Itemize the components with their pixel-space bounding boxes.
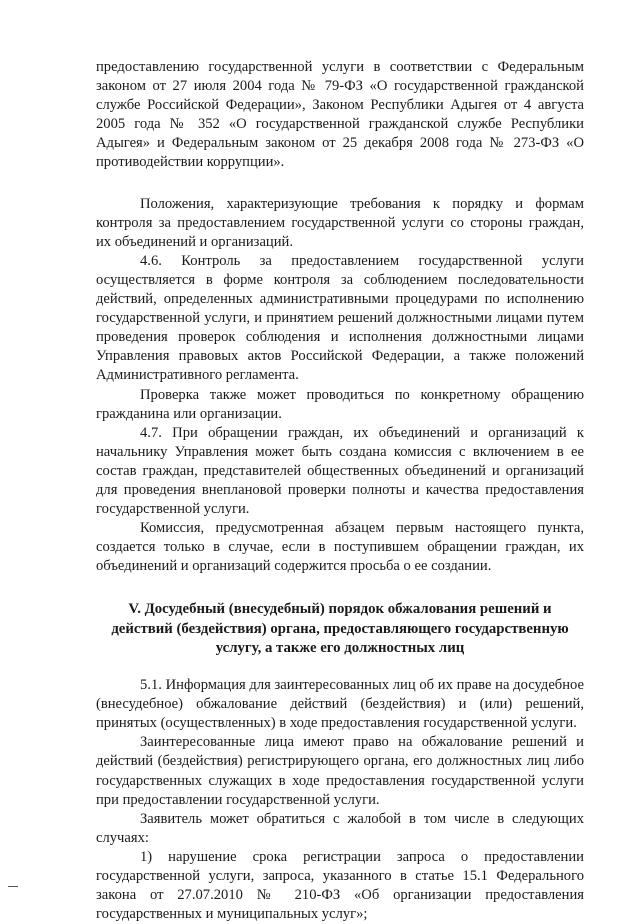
list-item-1: 1) нарушение срока регистрации запроса о предоставлении государственной услуги, запроса, указанного в статье 15.1 Федерального закона от 27.07.2010 № 210-ФЗ «Об организации предоставления государственных и муниципальных услуг»; xyxy=(96,848,584,923)
paragraph-4-6: 4.6. Контроль за предоставлением государственной услуги осуществляется в форме контроля за соблюдением последовательности действий, определенных административными процедурами по исполнению государственной услуги, и принятием решений должностными лицами путем проведения проверок соблюдения и исполнения должностными лицами Управления правовых актов Российской Федерации, а также положений Административного регламента. xyxy=(96,252,584,384)
paragraph-4-7: 4.7. При обращении граждан, их объединений и организаций к начальнику Управления может быть создана комиссия с включением в ее состав граждан, представителей общественных объединений и организаций для проведения внеплановой проверки полноты и качества предоставления государственной услуги. xyxy=(96,424,584,518)
paragraph-intro: предоставлению государственной услуги в соответствии с Федеральным законом от 27 июля 2004 года № 79-ФЗ «О государственной гражданской службе Российской Федерации», Законом Республики Адыгея от 4 августа 2005 года № 352 «О государственной гражданской службе Республики Адыгея» и Федеральным законом от 25 декабря 2008 года № 273-ФЗ «О противодействии коррупции». xyxy=(96,59,584,171)
paragraph-applicant: Заявитель может обратиться с жалобой в том числе в следующих случаях: xyxy=(96,810,584,846)
paragraph-5-1: 5.1. Информация для заинтересованных лиц об их праве на досудебное (внесудебное) обжалование действий (бездействия) и (или) решений, принятых (осуществленных) в ходе предоставления государственной услуги. xyxy=(96,677,584,732)
paragraph-provisions: Положения, характеризующие требования к порядку и формам контроля за предоставлением государственной услуги со стороны граждан, их объединений и организаций. xyxy=(96,195,584,250)
paragraph-commission: Комиссия, предусмотренная абзацем первым настоящего пункта, создается только в случае, если в поступившем обращении граждан, их объединений и организаций содержится просьба о ее создании. xyxy=(96,520,584,575)
section-heading-v: V. Досудебный (внесудебный) порядок обжалования решений и действий (бездействия) органа, предоставляющего государственную услугу, а также его должностных лиц xyxy=(111,601,569,656)
margin-mark xyxy=(8,886,18,887)
paragraph-interested: Заинтересованные лица имеют право на обжалование решений и действий (бездействия) регистрирующего органа, его должностных лиц либо государственных служащих в ходе предоставления государственной услуги при предоставлении государственной услуги. xyxy=(96,734,584,808)
document-page xyxy=(96,58,584,924)
paragraph-check: Проверка также может проводиться по конкретному обращению гражданина или организации. xyxy=(96,386,584,422)
